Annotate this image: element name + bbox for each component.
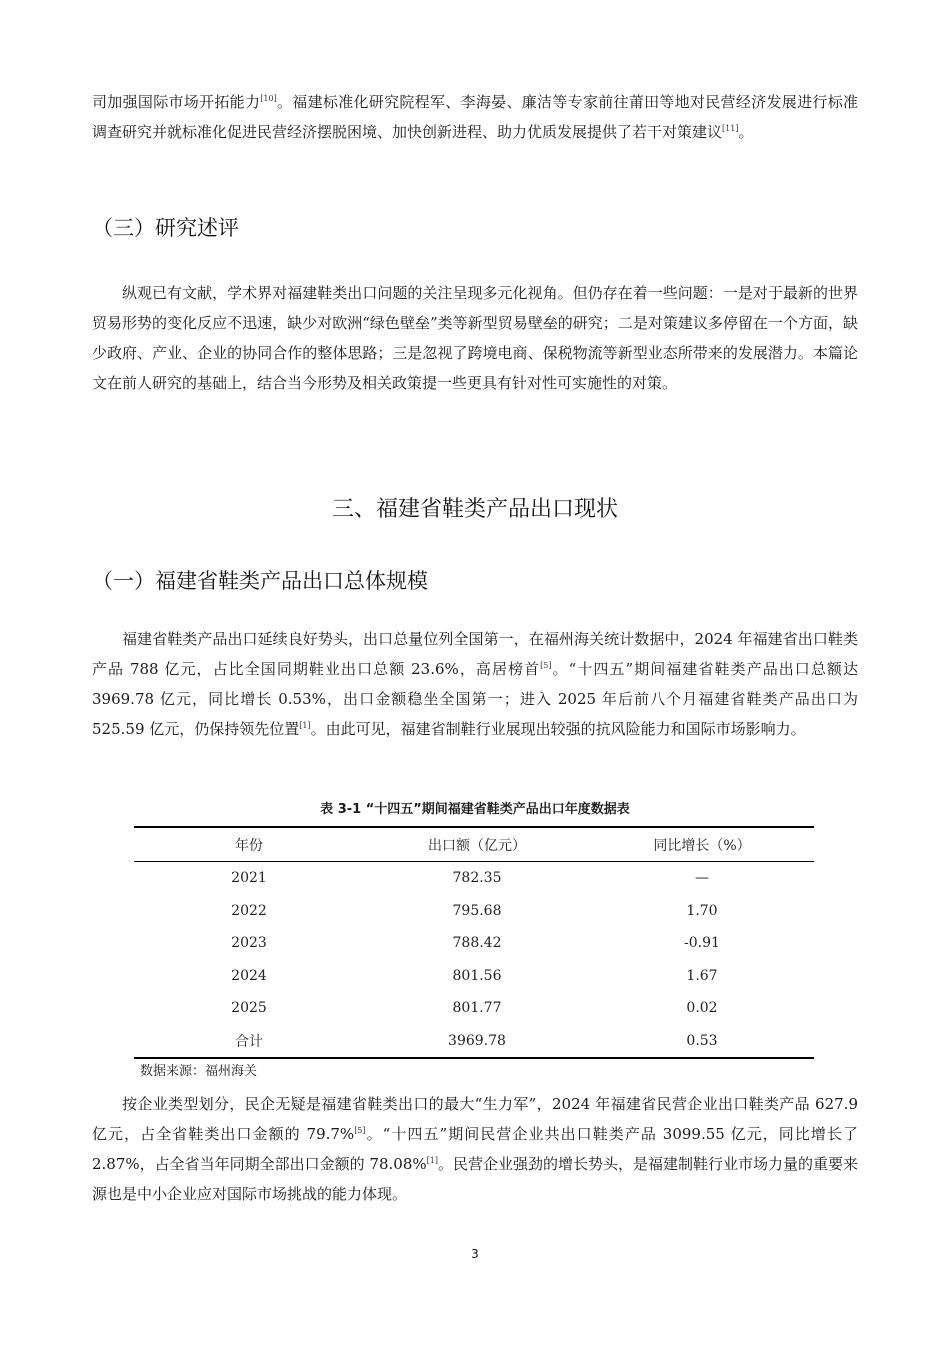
text: 福建省鞋类产品出口延续良好势头，出口总量位列全国第一，在福州海关统计数据中，2024 年福建省出口鞋类产品 788 亿元，占比全国同期鞋业出口总额 23.6%，高居榜首 <box>92 630 858 678</box>
text: 。“十四五”期间福建省鞋类产品出口总额达 3969.78 亿元，同比增长 0.53%，出口金额稳坐全国第一；进入 2025 年后前八个月福建省鞋类产品出口为 525.59 亿元，仍保持领先位置 <box>92 660 858 738</box>
page-number: 3 <box>471 1247 479 1261</box>
header-yoy-growth: 同比增长（%） <box>590 827 814 862</box>
citation-ref[interactable]: [1] <box>426 1156 438 1165</box>
cell-year: 合计 <box>235 1033 263 1050</box>
cell-value: 3969.78 <box>448 1032 506 1049</box>
text: 。福建标准化研究院程军、李海晏、廉洁等专家前往莆田等地对民营经济发展进行标准调查研究并就标准化促进民营经济摆脱困境、加快创新进程、助力优质发展提供了若干对策建议 <box>92 93 858 141</box>
heading-research-review: （三）研究述评 <box>92 216 239 240</box>
table-total-row <box>134 1025 814 1059</box>
table-row <box>134 862 814 895</box>
cell-year: 2021 <box>231 870 267 887</box>
header-year: 年份 <box>134 827 364 862</box>
text: 。“十四五”期间民营企业共出口鞋类产品 3099.55 亿元，同比增长了 2.87%，占全省当年同期全部出口金额的 78.08% <box>92 1125 859 1173</box>
cell-growth: 1.70 <box>686 902 718 919</box>
cell-growth: — <box>695 870 709 887</box>
table-row <box>134 992 814 1025</box>
paragraph-private-enterprises <box>92 1089 858 1209</box>
cell-value: 801.56 <box>452 967 502 984</box>
paragraph-lit-review-end <box>92 87 858 147</box>
cell-year: 2022 <box>231 902 267 919</box>
heading-export-scale: （一）福建省鞋类产品出口总体规模 <box>92 569 428 593</box>
table-caption: 表 3-1 “十四五”期间福建省鞋类产品出口年度数据表 <box>320 802 630 817</box>
citation-ref[interactable]: [10] <box>260 94 277 103</box>
cell-value: 788.42 <box>452 935 502 952</box>
section-heading: 三、福建省鞋类产品出口现状 <box>331 497 618 522</box>
header-export-value: 出口额（亿元） <box>364 827 590 862</box>
cell-year: 2024 <box>231 967 267 984</box>
citation-ref[interactable]: [11] <box>722 124 739 133</box>
table-source-note: 数据来源：福州海关 <box>140 1064 258 1079</box>
cell-year: 2025 <box>231 1000 267 1017</box>
export-data-table <box>134 826 814 1059</box>
table-row <box>134 960 814 993</box>
paragraph-export-scale <box>92 624 858 744</box>
table-row <box>134 895 814 928</box>
table-row <box>134 927 814 960</box>
cell-value: 782.35 <box>452 870 502 887</box>
cell-growth: 1.67 <box>686 967 718 984</box>
cell-growth: 0.02 <box>686 1000 718 1017</box>
paragraph-research-review: 纵观已有文献，学术界对福建鞋类出口问题的关注呈现多元化视角。但仍存在着一些问题：一是对于最新的世界贸易形势的变化反应不迅速，缺少对欧洲“绿色壁垒”类等新型贸易壁垒的研究；二是对策建议多停留在一个方面，缺少政府、产业、企业的协同合作的整体思路；三是忽视了跨境电商、保税物流等新型业态所带来的发展潜力。本篇论文在前人研究的基础上，结合当今形势及相关政策提一些更具有针对性可实施性的对策。 <box>92 284 858 392</box>
citation-ref[interactable]: [5] <box>540 661 552 670</box>
text: 。民营企业强劲的增长势头，是福建制鞋行业市场力量的重要来源也是中小企业应对国际市场挑战的能力体现。 <box>92 1155 858 1203</box>
cell-value: 795.68 <box>452 902 502 919</box>
text: 。 <box>738 123 754 141</box>
cell-year: 2023 <box>231 935 267 952</box>
text: 按企业类型划分，民企无疑是福建省鞋类出口的最大“生力军”，2024 年福建省民营企业出口鞋类产品 627.9 亿元，占全省鞋类出口金额的 79.7% <box>92 1095 858 1143</box>
citation-ref[interactable]: [1] <box>299 721 311 730</box>
citation-ref[interactable]: [5] <box>354 1126 366 1135</box>
table-header-row <box>134 827 814 862</box>
text: 司加强国际市场开拓能力 <box>92 93 261 111</box>
cell-growth: 0.53 <box>686 1032 718 1049</box>
cell-growth: -0.91 <box>684 935 720 952</box>
cell-value: 801.77 <box>452 1000 502 1017</box>
text: 。由此可见，福建省制鞋行业展现出较强的抗风险能力和国际市场影响力。 <box>310 720 806 738</box>
